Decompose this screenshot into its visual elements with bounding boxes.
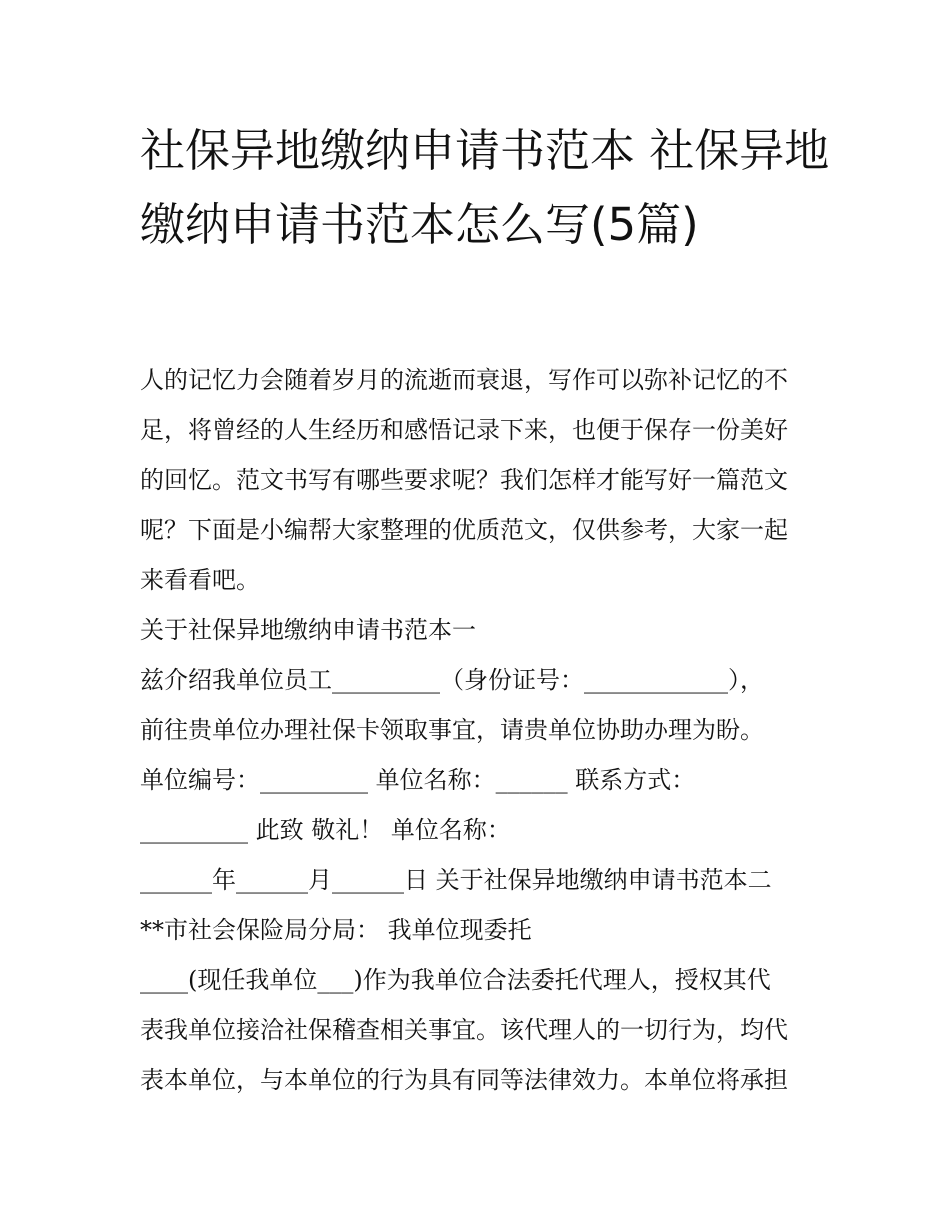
body-line: 兹介绍我单位员工_________（身份证号：____________）， (140, 666, 764, 694)
body-line: 足，将曾经的人生经历和感悟记录下来，也便于保存一份美好 (140, 416, 788, 444)
body-line: ______年______月______日 关于社保异地缴纳申请书范本二 (140, 866, 772, 894)
document-body (140, 355, 820, 1105)
section-heading: 关于社保异地缴纳申请书范本一 (140, 616, 476, 644)
body-line: _________ 此致 敬礼！ 单位名称： (140, 816, 511, 844)
body-line: 单位编号：_________ 单位名称：______ 联系方式： (140, 766, 696, 794)
body-line: 人的记忆力会随着岁月的流逝而衰退，写作可以弥补记忆的不 (140, 366, 788, 394)
body-line: 表我单位接洽社保稽查相关事宜。该代理人的一切行为，均代 (140, 1016, 788, 1044)
body-line: 来看看吧。 (140, 566, 260, 594)
body-line: 表本单位，与本单位的行为具有同等法律效力。本单位将承担 (140, 1066, 788, 1094)
body-line: ____(现任我单位___)作为我单位合法委托代理人，授权其代 (140, 966, 771, 994)
body-line: 的回忆。范文书写有哪些要求呢？我们怎样才能写好一篇范文 (140, 466, 788, 494)
body-line: **市社会保险局分局： 我单位现委托 (140, 916, 532, 944)
body-line: 呢？下面是小编帮大家整理的优质范文，仅供参考，大家一起 (140, 516, 788, 544)
document-title: 社保异地缴纳申请书范本 社保异地缴纳申请书范本怎么写(5篇) (140, 124, 830, 251)
body-line: 前往贵单位办理社保卡领取事宜，请贵单位协助办理为盼。 (140, 716, 764, 744)
